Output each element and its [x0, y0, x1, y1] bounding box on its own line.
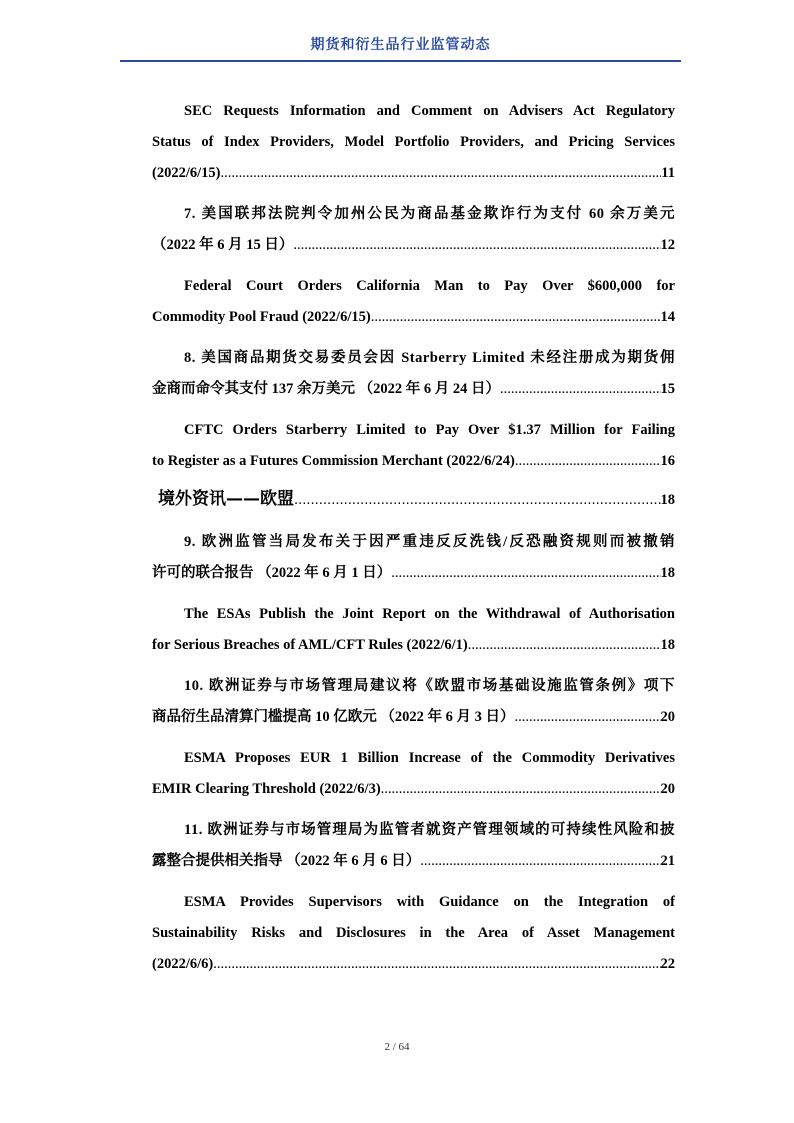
header-rule: [120, 60, 681, 62]
toc-entry-text: CFTC Orders Starberry Limited to Pay Over $1.37 Million for Failing: [184, 422, 675, 438]
toc-entry-text: 9. 欧洲监管当局发布关于因严重违反反洗钱/反恐融资规则而被撤销: [184, 534, 675, 550]
toc-page-number: 20: [660, 781, 675, 797]
toc-page-number: 21: [660, 853, 675, 869]
toc-entry-7-en[interactable]: [152, 271, 675, 333]
leader-dots: [515, 446, 661, 477]
toc-entry-6-en[interactable]: [152, 96, 675, 189]
leader-dots: [468, 630, 661, 661]
toc-entry-7-cn[interactable]: [152, 199, 675, 261]
toc-page-number: 20: [660, 709, 675, 725]
running-header: 期货和衍生品行业监管动态: [310, 37, 491, 53]
toc-entry-8-en[interactable]: [152, 415, 675, 477]
toc-entry-text: 8. 美国商品期货交易委员会因 Starberry Limited 未经注册成为期货佣: [184, 350, 675, 366]
leader-dots: [500, 374, 661, 405]
toc-entry-text: for Serious Breaches of AML/CFT Rules (2022/6/1): [152, 637, 468, 653]
toc-entry-text: 商品衍生品清算门槛提高 10 亿欧元 （2022 年 6 月 3 日）: [152, 709, 515, 725]
toc-page-number: 11: [661, 165, 675, 181]
toc-entry-text: 露整合提供相关指导 （2022 年 6 月 6 日）: [152, 853, 421, 869]
leader-dots: [515, 702, 661, 733]
toc-entry-text: 7. 美国联邦法院判令加州公民为商品基金欺诈行为支付 60 余万美元: [184, 206, 675, 222]
section-title: 境外资讯——欧盟: [158, 489, 294, 509]
toc-entry-8-cn[interactable]: [152, 343, 675, 405]
toc-entry-10-en[interactable]: [152, 743, 675, 805]
toc-entry-text: ESMA Provides Supervisors with Guidance on the Integration of: [184, 894, 675, 910]
leader-dots: [371, 302, 661, 333]
leader-dots: [220, 158, 661, 189]
toc-entry-9-en[interactable]: [152, 599, 675, 661]
table-of-contents: [152, 96, 675, 980]
toc-entry-text: 10. 欧洲证券与市场管理局建议将《欧盟市场基础设施监管条例》项下: [184, 678, 675, 694]
leader-dots: [294, 481, 661, 521]
toc-entry-text: (2022/6/15): [152, 165, 221, 181]
toc-page-number: 12: [660, 237, 675, 253]
page-indicator: 2 / 64: [384, 1041, 410, 1053]
toc-entry-text: 11. 欧洲证券与市场管理局为监管者就资产管理领域的可持续性风险和披: [184, 822, 675, 838]
toc-entry-text: (2022/6/6): [152, 956, 214, 972]
leader-dots: [213, 949, 660, 980]
toc-entry-text: Status of Index Providers, Model Portfolio Providers, and Pricing Services: [152, 134, 675, 150]
toc-entry-text: Federal Court Orders California Man to Pay Over $600,000 for: [184, 278, 675, 294]
toc-entry-text: to Register as a Futures Commission Merchant (2022/6/24): [152, 453, 515, 469]
leader-dots: [293, 230, 660, 261]
toc-entry-text: ESMA Proposes EUR 1 Billion Increase of the Commodity Derivatives: [184, 750, 675, 766]
toc-page-number: 14: [660, 309, 675, 325]
toc-entry-11-cn[interactable]: [152, 815, 675, 877]
leader-dots: [391, 558, 660, 589]
toc-entry-text: The ESAs Publish the Joint Report on the Withdrawal of Authorisation: [184, 606, 675, 622]
toc-page-number: 18: [660, 492, 675, 508]
toc-page-number: 18: [660, 637, 675, 653]
toc-page-number: 22: [660, 956, 675, 972]
toc-entry-text: （2022 年 6 月 15 日）: [152, 237, 294, 253]
toc-entry-text: Sustainability Risks and Disclosures in the Area of Asset Management: [152, 925, 675, 941]
toc-entry-text: 许可的联合报告 （2022 年 6 月 1 日）: [152, 565, 392, 581]
toc-entry-11-en[interactable]: [152, 887, 675, 980]
toc-section-eu[interactable]: [158, 479, 675, 521]
toc-entry-text: SEC Requests Information and Comment on Advisers Act Regulatory: [184, 103, 675, 119]
toc-entry-9-cn[interactable]: [152, 527, 675, 589]
toc-page-number: 15: [660, 381, 675, 397]
toc-entry-text: EMIR Clearing Threshold (2022/6/3): [152, 781, 381, 797]
toc-entry-text: 金商而命令其支付 137 余万美元 （2022 年 6 月 24 日）: [152, 381, 500, 397]
toc-page-number: 16: [660, 453, 675, 469]
leader-dots: [381, 774, 661, 805]
toc-page-number: 18: [660, 565, 675, 581]
toc-entry-10-cn[interactable]: [152, 671, 675, 733]
leader-dots: [420, 846, 660, 877]
toc-entry-text: Commodity Pool Fraud (2022/6/15): [152, 309, 371, 325]
